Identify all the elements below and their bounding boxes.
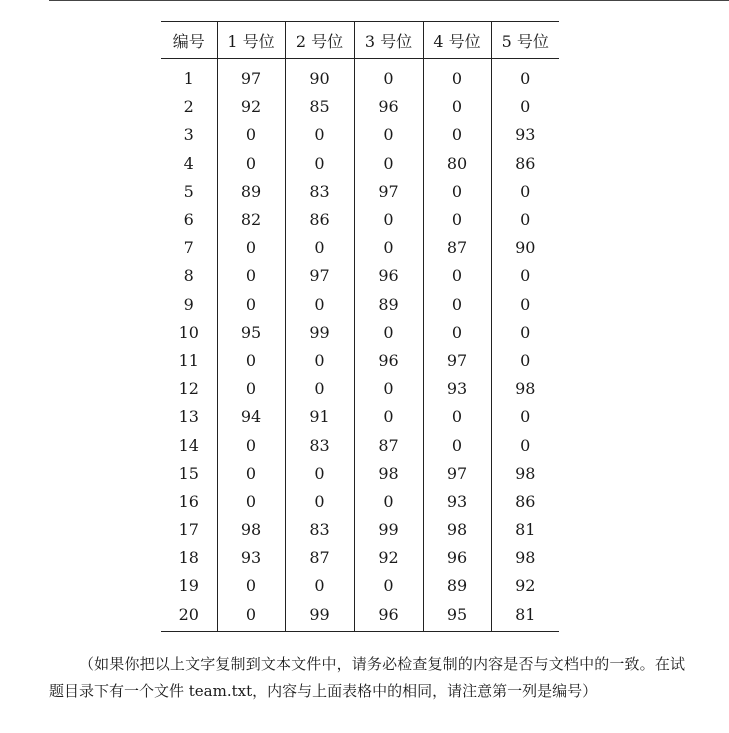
cell-position-4: 95: [423, 601, 491, 632]
cell-id: 6: [183, 210, 194, 230]
cell-position-4: 98: [423, 516, 491, 544]
cell-position-4: 96: [423, 544, 491, 572]
cell-position-1: 0: [217, 572, 285, 600]
table-row: [161, 544, 559, 572]
cell-position-3: 97: [354, 178, 423, 206]
cell-position-2: 0: [285, 291, 354, 319]
cell-position-5: 0: [491, 206, 559, 234]
cell-position-2: 85: [285, 93, 354, 121]
cell-position-2: 0: [285, 572, 354, 600]
cell-position-1: 0: [217, 488, 285, 516]
cell-position-2: 0: [285, 347, 354, 375]
cell-position-2: 87: [285, 544, 354, 572]
table-header-row: [161, 22, 559, 59]
cell-position-1: 0: [217, 291, 285, 319]
cell-position-3: 89: [354, 291, 423, 319]
cell-position-3: 96: [354, 347, 423, 375]
cell-position-3: 0: [354, 572, 423, 600]
cell-position-3: 0: [354, 121, 423, 149]
score-table-container: [161, 21, 559, 632]
cell-position-5: 0: [491, 291, 559, 319]
cell-id: 15: [178, 463, 199, 483]
table-row: [161, 121, 559, 149]
score-table: [161, 21, 559, 632]
cell-position-1: 95: [217, 319, 285, 347]
cell-position-4: 0: [423, 291, 491, 319]
table-row: [161, 375, 559, 403]
cell-position-4: 97: [423, 347, 491, 375]
header-cell-position-3: 3 号位: [354, 22, 423, 59]
cell-position-5: 98: [491, 460, 559, 488]
table-row: [161, 93, 559, 121]
cell-position-5: 93: [491, 121, 559, 149]
cell-id: 4: [183, 153, 194, 173]
cell-position-3: 96: [354, 93, 423, 121]
cell-id: 1: [183, 69, 194, 89]
cell-position-1: 0: [217, 375, 285, 403]
cell-position-5: 0: [491, 431, 559, 459]
header-cell-id: 编号: [161, 22, 217, 59]
cell-position-1: 0: [217, 347, 285, 375]
table-row: [161, 150, 559, 178]
cell-position-3: 0: [354, 375, 423, 403]
cell-position-5: 0: [491, 403, 559, 431]
cell-position-3: 87: [354, 431, 423, 459]
cell-position-2: 83: [285, 431, 354, 459]
cell-position-4: 0: [423, 319, 491, 347]
cell-id: 11: [178, 350, 199, 370]
cell-position-4: 0: [423, 431, 491, 459]
top-rule: [49, 0, 729, 1]
cell-position-1: 0: [217, 150, 285, 178]
header-cell-position-2: 2 号位: [285, 22, 354, 59]
cell-position-3: 0: [354, 234, 423, 262]
cell-position-4: 93: [423, 488, 491, 516]
cell-id: 13: [178, 407, 199, 427]
cell-position-3: 0: [354, 206, 423, 234]
header-cell-position-1: 1 号位: [217, 22, 285, 59]
cell-position-3: 92: [354, 544, 423, 572]
cell-id: 7: [183, 238, 194, 258]
cell-position-5: 81: [491, 516, 559, 544]
cell-position-1: 82: [217, 206, 285, 234]
cell-position-1: 0: [217, 601, 285, 632]
cell-id: 3: [183, 125, 194, 145]
cell-position-4: 0: [423, 59, 491, 94]
cell-position-2: 0: [285, 375, 354, 403]
cell-position-5: 0: [491, 93, 559, 121]
cell-id: 19: [178, 576, 199, 596]
cell-position-2: 97: [285, 262, 354, 290]
cell-position-2: 0: [285, 121, 354, 149]
table-row: [161, 431, 559, 459]
cell-id: 17: [178, 520, 199, 540]
note-text: （如果你把以上文字复制到文本文件中，请务必检查复制的内容是否与文档中的一致。在试题目录下有一个文件 team.txt，内容与上面表格中的相同，请注意第一列是编号）: [49, 655, 685, 700]
cell-position-1: 0: [217, 460, 285, 488]
cell-id: 8: [183, 266, 194, 286]
cell-position-5: 0: [491, 319, 559, 347]
cell-position-4: 87: [423, 234, 491, 262]
cell-id: 14: [178, 435, 199, 455]
cell-position-1: 0: [217, 262, 285, 290]
cell-position-2: 0: [285, 460, 354, 488]
cell-position-5: 81: [491, 601, 559, 632]
cell-position-5: 0: [491, 178, 559, 206]
cell-position-1: 97: [217, 59, 285, 94]
cell-position-5: 0: [491, 59, 559, 94]
cell-position-3: 96: [354, 601, 423, 632]
table-row: [161, 488, 559, 516]
cell-id: 16: [178, 491, 199, 511]
cell-position-3: 0: [354, 319, 423, 347]
cell-position-2: 83: [285, 178, 354, 206]
cell-position-1: 0: [217, 431, 285, 459]
cell-position-1: 0: [217, 234, 285, 262]
cell-position-1: 98: [217, 516, 285, 544]
instruction-note: [49, 651, 685, 704]
cell-position-2: 86: [285, 206, 354, 234]
cell-position-3: 98: [354, 460, 423, 488]
cell-position-5: 86: [491, 488, 559, 516]
cell-position-4: 0: [423, 403, 491, 431]
cell-position-5: 98: [491, 544, 559, 572]
cell-position-5: 0: [491, 347, 559, 375]
cell-position-1: 89: [217, 178, 285, 206]
cell-position-5: 92: [491, 572, 559, 600]
cell-position-2: 90: [285, 59, 354, 94]
table-row: [161, 601, 559, 632]
table-body: [161, 59, 559, 632]
cell-position-2: 91: [285, 403, 354, 431]
header-cell-position-4: 4 号位: [423, 22, 491, 59]
cell-position-4: 80: [423, 150, 491, 178]
cell-position-5: 90: [491, 234, 559, 262]
cell-position-3: 0: [354, 150, 423, 178]
cell-position-5: 98: [491, 375, 559, 403]
cell-position-1: 94: [217, 403, 285, 431]
cell-position-3: 0: [354, 59, 423, 94]
cell-id: 12: [178, 379, 199, 399]
table-row: [161, 572, 559, 600]
cell-id: 5: [183, 181, 194, 201]
cell-position-4: 0: [423, 93, 491, 121]
cell-position-3: 0: [354, 488, 423, 516]
table-row: [161, 460, 559, 488]
cell-id: 18: [178, 548, 199, 568]
cell-position-3: 0: [354, 403, 423, 431]
table-row: [161, 319, 559, 347]
cell-position-2: 0: [285, 234, 354, 262]
cell-position-4: 93: [423, 375, 491, 403]
cell-position-4: 0: [423, 121, 491, 149]
cell-position-1: 93: [217, 544, 285, 572]
cell-position-3: 99: [354, 516, 423, 544]
cell-position-1: 92: [217, 93, 285, 121]
table-row: [161, 59, 559, 94]
cell-position-5: 86: [491, 150, 559, 178]
cell-position-2: 0: [285, 150, 354, 178]
cell-position-4: 97: [423, 460, 491, 488]
cell-position-4: 0: [423, 262, 491, 290]
cell-position-4: 0: [423, 178, 491, 206]
cell-position-2: 99: [285, 601, 354, 632]
table-row: [161, 178, 559, 206]
cell-position-1: 0: [217, 121, 285, 149]
cell-id: 2: [183, 97, 194, 117]
cell-id: 10: [178, 322, 199, 342]
cell-position-3: 96: [354, 262, 423, 290]
table-row: [161, 347, 559, 375]
cell-position-4: 89: [423, 572, 491, 600]
cell-position-2: 83: [285, 516, 354, 544]
table-row: [161, 206, 559, 234]
table-row: [161, 262, 559, 290]
table-row: [161, 403, 559, 431]
table-row: [161, 291, 559, 319]
cell-position-4: 0: [423, 206, 491, 234]
cell-position-5: 0: [491, 262, 559, 290]
table-row: [161, 516, 559, 544]
cell-position-2: 0: [285, 488, 354, 516]
table-row: [161, 234, 559, 262]
cell-id: 9: [183, 294, 194, 314]
header-cell-position-5: 5 号位: [491, 22, 559, 59]
cell-position-2: 99: [285, 319, 354, 347]
cell-id: 20: [161, 601, 217, 632]
